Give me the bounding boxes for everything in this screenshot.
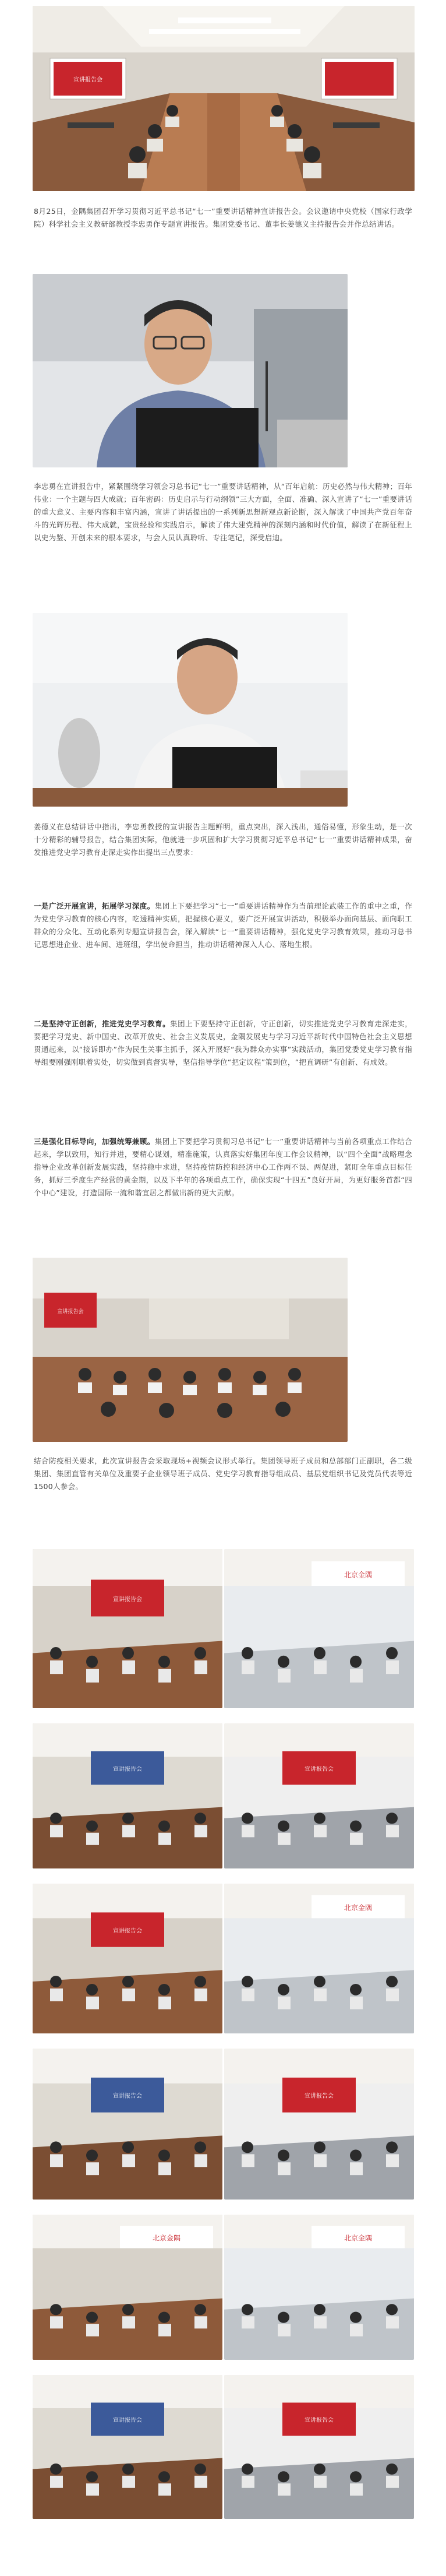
paragraph-closing: 结合防疫相关要求，此次宣讲报告会采取现场+视频会议形式举行。集团领导班子成员和总部部门正副职，各二级集团、集团直管有关单位及重要子企业领导班子成员、党史学习教育指导组成员、基层党组织书记及党员代表等近1500人参会。 bbox=[34, 1456, 412, 1491]
point-two-text: 集团上下要坚持守正创新，守正创新，切实推进党史学习教育走深走实，要把学习党史、新中国史、改革开放史、社会主义发展史，金隅发展史与学习习近平新时代中国特色社会主义思想贯通起来，以“接诉即办”作为民生关事主抓手，深入开展好“我为群众办实事”实践活动，集团党委党史学习教育指导组要刚强刚职着实处，切实做到真督实导，坚信指导学位“把定议程”策到位，“把直调研”有创新、有成效。 bbox=[34, 1019, 412, 1067]
screen-text: 宣讲报告会 bbox=[113, 1928, 142, 1935]
screen-text: 宣讲报告会 bbox=[113, 2093, 142, 2100]
point-three-text: 集团上下要把学习贯彻习总书记“七一”重要讲话精神与当前各项重点工作结合起来，学以致用，知行并进，要精心谋划，精准施策，认真落实好集团年度工作会议精神，以“四个全面”战略理念指导企业改革创新发展实践，坚持稳中求进，坚持疫情防控和经济中心工作两不误、两促进，紧盯全年重点目标任务，抓好三季度生产经营的黄金期，以及下半年的各项重点工作，确保实现“十四五”良好开局，为更好服务首都“四个中心”建设，打造国际一流和谐宜居之都做出新的更大贡献。 bbox=[34, 1137, 412, 1197]
screen-text: 宣讲报告会 bbox=[305, 2417, 334, 2424]
screen-text: 宣讲报告会 bbox=[305, 1766, 334, 1773]
paragraph-point-two bbox=[34, 1018, 412, 1069]
chairman-photo bbox=[33, 613, 348, 807]
point-three-lead: 三是强化目标导向，加强统筹兼顾。 bbox=[34, 1137, 155, 1146]
venue-photo bbox=[224, 1723, 414, 1868]
point-one-text: 集团上下要把学习“七一”重要讲话精神作为当前理论武装工作的重中之重，作为党史学习教育的核心内容，吃透精神实质，把握核心要义，要广泛开展宣讲活动，积极举办面向基层、面向职工群众的分众化、互动化系列专题宣讲报告会，深入解读“七一”重要讲话精神，强化党史学习教育效果，推动习总书记思想进企业、进车间、进班组，学出使命担当，推动讲话精神深入人心、落地生根。 bbox=[34, 902, 412, 949]
conference-hall-photo bbox=[33, 6, 415, 191]
wall-logo-text: 北京金隅 bbox=[344, 1571, 372, 1579]
venue-photo bbox=[224, 1549, 414, 1708]
venue-photo bbox=[33, 2049, 222, 2200]
venue-photo bbox=[224, 2049, 414, 2200]
venue-photo bbox=[224, 2215, 414, 2360]
venue-photo bbox=[33, 2375, 222, 2519]
venue-photo bbox=[33, 1723, 222, 1868]
screen-text: 宣讲报告会 bbox=[112, 1596, 143, 1603]
venue-photo bbox=[224, 2375, 414, 2519]
venue-photo bbox=[224, 1884, 414, 2033]
point-one-lead: 一是广泛开展宣讲，拓展学习深度。 bbox=[34, 902, 155, 910]
paragraph-summary: 姜德义在总结讲话中指出，李忠勇教授的宣讲报告主题鲜明，重点突出，深入浅出，通俗易懂，形象生动，是一次十分精彩的辅导报告，结合集团实际，他就进一步巩固和扩大学习贯彻习近平总书记“七一”重要讲话精神成果，奋发推进党史学习教育走深走实作出提出三点要求： bbox=[34, 822, 412, 857]
audience-screen-text: 宣讲报告会 bbox=[57, 1309, 84, 1315]
paragraph-point-three bbox=[34, 1135, 412, 1199]
point-two-lead: 二是坚持守正创新，推进党史学习教育。 bbox=[34, 1019, 171, 1028]
wall-logo-text: 北京金隅 bbox=[344, 1903, 372, 1912]
wall-logo-text: 北京金隅 bbox=[153, 2234, 180, 2242]
wall-logo-text: 北京金隅 bbox=[344, 2234, 372, 2242]
venue-photo bbox=[33, 2215, 222, 2360]
venue-photo bbox=[33, 1549, 222, 1708]
hall-screen-left-text: 宣讲报告会 bbox=[73, 77, 102, 83]
paragraph-intro: 8月25日，金隅集团召开学习贯彻习近平总书记“七一”重要讲话精神宣讲报告会。会议邀请中央党校（国家行政学院）科学社会主义教研部教授李忠勇作专题宣讲报告。集团党委书记、董事长姜德义主持报告会并作总结讲话。 bbox=[34, 207, 412, 228]
screen-text: 宣讲报告会 bbox=[113, 2417, 142, 2424]
paragraph-speech: 李忠勇在宣讲报告中，紧紧围绕学习领会习总书记“七一”重要讲话精神，从“百年启航：历史必然与伟大精神；百年伟业：一个主题与四大成就；百年密码：历史启示与行动纲领”三大方面，全面、准确、深入宣讲了“七一”重要讲话的重大意义、主要内容和丰富内涵，宣讲了讲话提出的一系列新思想新观点新论断，深入解读了中国共产党百年奋斗的光辉历程、伟大成就，宝贵经验和实践启示，解读了伟大建党精神的深刻内涵和时代价值，解读了在新征程上以史为鉴、开创未来的根本要求，与会人员认真聆听、专注笔记，深受启迪。 bbox=[34, 482, 412, 542]
venue-photo bbox=[33, 1884, 222, 2033]
paragraph-point-one bbox=[34, 900, 412, 951]
screen-text: 宣讲报告会 bbox=[305, 2093, 334, 2100]
speaker-photo bbox=[33, 274, 348, 467]
screen-text: 宣讲报告会 bbox=[113, 1766, 142, 1773]
audience-photo bbox=[33, 1258, 348, 1442]
